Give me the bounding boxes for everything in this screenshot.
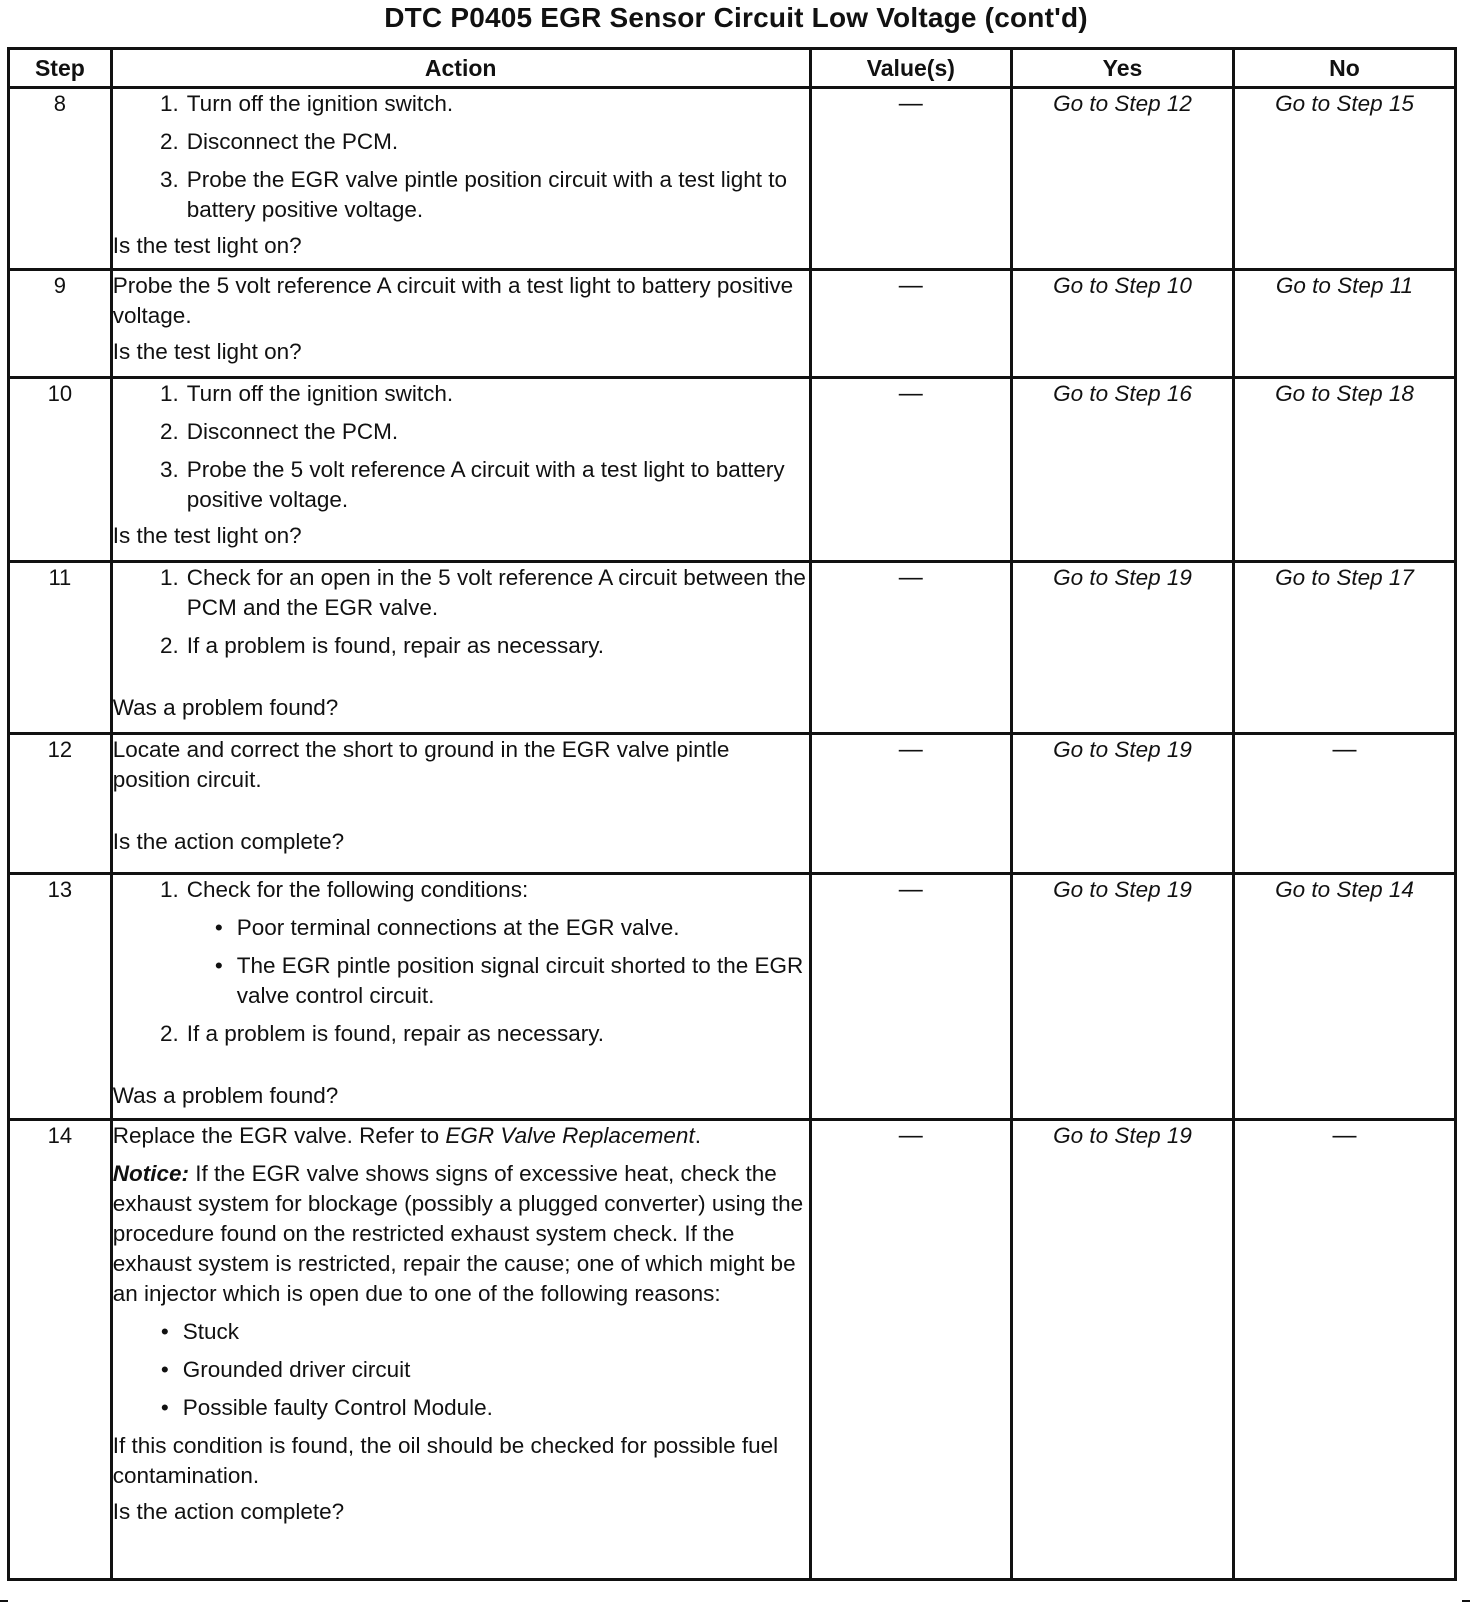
list-item: 1. Turn off the ignition switch. [160, 91, 454, 116]
step-number: 9 [9, 270, 112, 378]
no-dash: — [1233, 1120, 1455, 1580]
question: Was a problem found? [112, 695, 339, 720]
table-row-step-13 [9, 874, 1456, 1120]
yes-target: Go to Step 19 [1012, 734, 1234, 874]
action-cell [111, 88, 810, 270]
table-row-step-10 [9, 378, 1456, 562]
bullet-item: • Possible faulty Control Module. [160, 1395, 493, 1420]
action-cell [111, 874, 810, 1120]
no-target: Go to Step 15 [1233, 88, 1455, 270]
no-target: Go to Step 18 [1233, 378, 1455, 562]
list-item: 2. If a problem is found, repair as necessary. [160, 633, 605, 658]
step-number: 8 [9, 88, 112, 270]
action-text: Replace the EGR valve. Refer to EGR Valve Replacement. [112, 1123, 701, 1148]
list-item: 2. If a problem is found, repair as necessary. [160, 1021, 605, 1046]
no-dash: — [1233, 734, 1455, 874]
notice-label: Notice: [112, 1161, 190, 1186]
question: Is the test light on? [112, 339, 302, 364]
question: Is the action complete? [112, 1499, 345, 1524]
value-dash: — [810, 734, 1011, 874]
question: Is the test light on? [112, 523, 302, 548]
question: Was a problem found? [112, 1083, 339, 1108]
question: Is the action complete? [112, 829, 345, 854]
table-row-step-14 [9, 1120, 1456, 1580]
list-item: 2. Disconnect the PCM. [160, 419, 399, 444]
no-target: Go to Step 14 [1233, 874, 1455, 1120]
action-text: Probe the 5 volt reference A circuit with a test light to battery positive voltage. [112, 273, 794, 328]
list-item: 1. Check for an open in the 5 volt reference A circuit between the PCM and the EGR valve. [160, 565, 806, 620]
table-row-step-9 [9, 270, 1456, 378]
yes-target: Go to Step 12 [1012, 88, 1234, 270]
yes-target: Go to Step 19 [1012, 1120, 1234, 1580]
action-text: Locate and correct the short to ground in the EGR valve pintle position circuit. [112, 737, 730, 792]
bullet-item: • The EGR pintle position signal circuit shorted to the EGR valve control circuit. [214, 953, 804, 1008]
step-number: 11 [9, 562, 112, 734]
value-dash: — [810, 874, 1011, 1120]
crop-mark-left [0, 1600, 8, 1602]
step-number: 14 [9, 1120, 112, 1580]
page-title: DTC P0405 EGR Sensor Circuit Low Voltage (cont'd) [384, 2, 1088, 33]
value-dash: — [810, 562, 1011, 734]
action-cell [111, 734, 810, 874]
table-row-step-11 [9, 562, 1456, 734]
crop-mark-right [1462, 1600, 1470, 1602]
value-dash: — [810, 378, 1011, 562]
diagnostic-table [7, 47, 1457, 1581]
step-number: 12 [9, 734, 112, 874]
value-dash: — [810, 88, 1011, 270]
reference-link[interactable]: EGR Valve Replacement [445, 1123, 695, 1148]
yes-target: Go to Step 16 [1012, 378, 1234, 562]
action-cell [111, 378, 810, 562]
step-number: 13 [9, 874, 112, 1120]
bullet-item: • Grounded driver circuit [160, 1357, 411, 1382]
list-item: 3. Probe the EGR valve pintle position circuit with a test light to battery positive voltage. [160, 167, 788, 222]
header-step: Step [9, 49, 112, 88]
action-cell [111, 1120, 810, 1580]
header-values: Value(s) [810, 49, 1011, 88]
notice-paragraph: Notice: If the EGR valve shows signs of excessive heat, check the exhaust system for blockage (possibly a plugged converter) using the procedure found on the restricted exhaust system check. If the exhaust system is restricted, repair the cause; one of which might be an injector which is open due to one of the following reasons: [112, 1161, 804, 1306]
action-cell [111, 270, 810, 378]
yes-target: Go to Step 10 [1012, 270, 1234, 378]
no-target: Go to Step 17 [1233, 562, 1455, 734]
list-item: 2. Disconnect the PCM. [160, 129, 399, 154]
list-item: 1. Check for the following conditions: [160, 877, 529, 902]
header-no: No [1233, 49, 1455, 88]
value-dash: — [810, 270, 1011, 378]
bullet-item: • Stuck [160, 1319, 240, 1344]
action-cell [111, 562, 810, 734]
header-yes: Yes [1012, 49, 1234, 88]
list-item: 3. Probe the 5 volt reference A circuit with a test light to battery positive voltage. [160, 457, 785, 512]
bullet-item: • Poor terminal connections at the EGR valve. [214, 915, 680, 940]
table-row-step-12 [9, 734, 1456, 874]
table-row-step-8 [9, 88, 1456, 270]
yes-target: Go to Step 19 [1012, 874, 1234, 1120]
no-target: Go to Step 11 [1233, 270, 1455, 378]
header-action: Action [111, 49, 810, 88]
action-text: If this condition is found, the oil should be checked for possible fuel contamination. [112, 1433, 779, 1488]
yes-target: Go to Step 19 [1012, 562, 1234, 734]
list-item: 1. Turn off the ignition switch. [160, 381, 454, 406]
header-row [9, 49, 1456, 88]
step-number: 10 [9, 378, 112, 562]
value-dash: — [810, 1120, 1011, 1580]
question: Is the test light on? [112, 233, 302, 258]
